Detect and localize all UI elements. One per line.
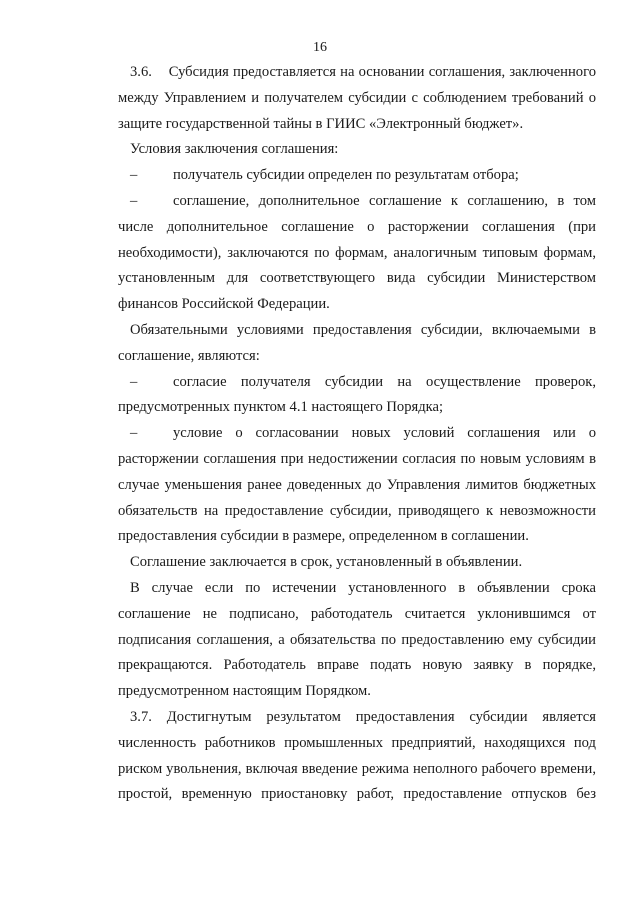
dash-marker: – [130,192,138,209]
dash-marker: – [130,167,138,184]
document-body [118,60,596,808]
list-item-text: соглашение, дополнительное соглашение к соглашению, в том числе дополнительное соглашение о расторжении соглашения (при необходимости), заключаются по формам, аналогичным типовым формам, установленным для соответствующего вида субсидии Министерством финансов Российской Федерации. [118,192,596,313]
paragraph-conditions-heading: Условия заключения соглашения: [130,141,339,158]
list-item-agreement-forms [118,189,596,318]
paragraph-mandatory-conditions: Обязательными условиями предоставления субсидии, включаемыми в соглашение, являются: [118,321,596,364]
list-item-text: согласие получателя субсидии на осуществление проверок, предусмотренных пунктом 4.1 настоящего Порядка; [118,373,596,416]
list-item-new-conditions [118,421,596,550]
paragraph-agreement-term: Соглашение заключается в срок, установленный в объявлении. [130,554,523,571]
paragraph-3-6: 3.6. Субсидия предоставляется на основании соглашения, заключенного между Управлением и получателем субсидии с соблюдением требований о защите государственной тайны в ГИИС «Электронный бюджет». [118,64,596,132]
dash-marker: – [130,425,138,442]
list-item-text: условие о согласовании новых условий соглашения или о расторжении соглашения при недостижении согласия по новым условиям в случае уменьшения ранее доведенных до Управления лимитов бюджетных обязательств на предоставление субсидии, приводящего к невозможности предоставления субсидии в размере, определенном в соглашении. [118,425,596,545]
paragraph-3-7: 3.7. Достигнутым результатом предоставления субсидии является численность работников промышленных предприятий, находящихся под риском увольнения, включая введение режима неполного рабочего времени, простой, временную приостановку работ, предоставление отпусков без [118,708,596,803]
list-item-inspections-consent [118,370,596,422]
page-number: 16 [313,40,327,55]
paragraph-not-signed: В случае если по истечении установленного в объявлении срока соглашение не подписано, работодатель считается уклонившимся от подписания соглашения, а обязательства по предоставлению ему субсидии прекращаются. Работодатель вправе подать новую заявку в порядке, предусмотренном настоящим Порядком. [118,579,596,700]
dash-marker: – [130,373,138,390]
list-item-text: получатель субсидии определен по результатам отбора; [173,167,519,184]
list-item-selection [118,163,596,189]
